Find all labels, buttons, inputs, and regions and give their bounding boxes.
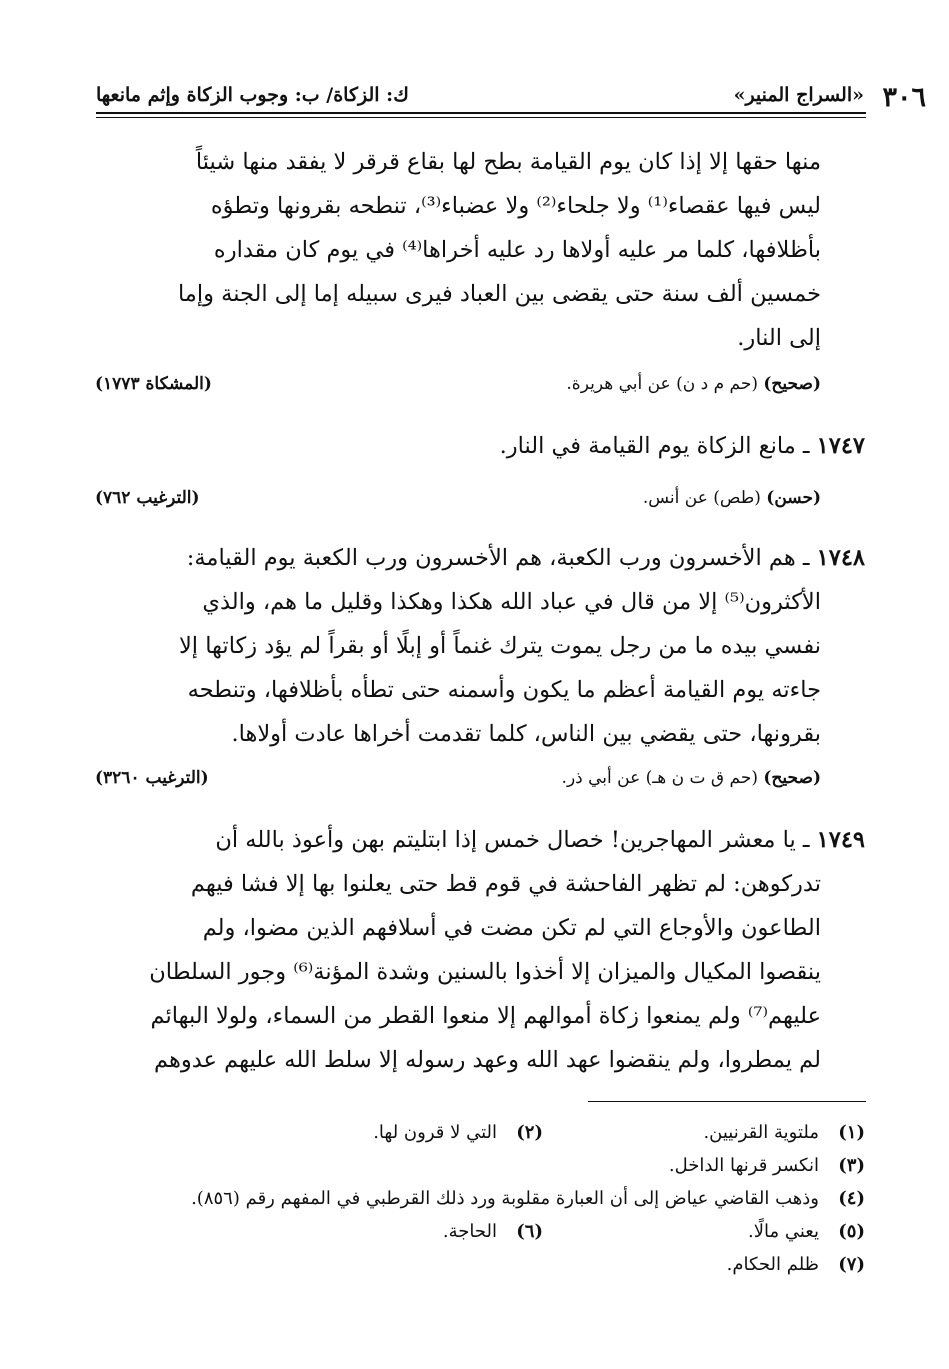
hadith-source-row (95, 488, 821, 518)
footnote-text: ظلم الحكام. (726, 1254, 819, 1275)
chapter-title: ك: الزكاة/ ب: وجوب الزكاة وإثم مانعها (96, 84, 409, 106)
text-line: خمسين ألف سنة حتى يقضى بين العباد فيرى سبيله إما إلى الجنة وإما (177, 281, 821, 307)
text-line (95, 424, 865, 468)
footnote (669, 1149, 865, 1182)
hadith-source: (حم م د ن) عن أبي هريرة. (566, 374, 758, 394)
hadith-source: (حم ق ت ن هـ) عن أبي ذر. (561, 768, 758, 788)
hadith-reference: (الترغيب ٣٢٦٠) (95, 768, 209, 788)
text-line (95, 818, 865, 862)
footnote-number: (٤) (838, 1188, 865, 1209)
page-number: ٣٠٦ (882, 82, 926, 113)
text-line-content: ـ يا معشر المهاجرين! خصال خمس إذا ابتليتم بهن وأعوذ بالله أن (215, 827, 810, 853)
text-line-content: ـ هم الأخسرون ورب الكعبة، هم الأخسرون ورب الكعبة يوم القيامة: (186, 545, 810, 571)
text-line: نفسي بيده ما من رجل يموت يترك غنماً أو إبلًا أو بقراً لم يؤد زكاتها إلا (178, 633, 821, 659)
footnote (443, 1215, 543, 1248)
continuation-paragraph (96, 140, 821, 360)
footnote-text: وذهب القاضي عياض إلى أن العبارة مقلوبة ورد ذلك القرطبي في المفهم رقم (٨٥٦). (191, 1188, 819, 1209)
hadith-grade-source (566, 374, 821, 394)
hadith-grade: (صحيح) (763, 768, 821, 788)
hadith-source-row (95, 768, 821, 798)
footnote-text: يعني مالًا. (748, 1221, 819, 1242)
hadith-reference: (الترغيب ٧٦٢) (95, 488, 200, 508)
footnote-number: (١) (838, 1122, 865, 1143)
header-rule-thin (96, 117, 866, 118)
hadith-grade: (صحيح) (763, 374, 821, 394)
footnote-text: التي لا قرون لها. (373, 1122, 497, 1143)
footnote-row (75, 1116, 865, 1149)
text-line: ينقصوا المكيال والميزان إلا أخذوا بالسنين وشدة المؤنة⁽⁶⁾ وجور السلطان (149, 959, 821, 985)
footnote (727, 1248, 865, 1281)
text-line (95, 536, 865, 580)
text-line: الأكثرون⁽⁵⁾ إلا من قال في عباد الله هكذا وهكذا وقليل ما هم، والذي (202, 589, 821, 615)
footnote-row (75, 1149, 865, 1182)
text-line-content: ـ مانع الزكاة يوم القيامة في النار. (499, 433, 810, 459)
text-line: لم يمطروا، ولم ينقضوا عهد الله وعهد رسوله إلا سلط الله عليهم عدوهم (154, 1047, 821, 1073)
page-header (96, 74, 926, 114)
text-line: عليهم⁽⁷⁾ ولم يمنعوا زكاة أموالهم إلا منعوا القطر من السماء، ولولا البهائم (150, 1003, 821, 1029)
footnote-number: (٧) (838, 1254, 865, 1275)
hadith-source: (طص) عن أنس. (642, 488, 761, 508)
footnote-number: (٢) (516, 1122, 543, 1143)
text-line: إلى النار. (737, 325, 821, 351)
text-line: بقرونها، حتى يقضي بين الناس، كلما تقدمت أخراها عادت أولاها. (231, 721, 821, 747)
footnote-number: (٥) (838, 1221, 865, 1242)
footnotes (75, 1116, 865, 1281)
footnote (748, 1215, 865, 1248)
footnote-rule (588, 1101, 866, 1102)
hadith-reference: (المشكاة ١٧٧٣) (95, 374, 212, 394)
text-line: ليس فيها عقصاء⁽¹⁾ ولا جلحاء⁽²⁾ ولا عضباء⁽³⁾، تنطحه بقرونها وتطؤه (210, 193, 821, 219)
hadith-number: ١٧٤٩ (816, 827, 865, 853)
hadith-number: ١٧٤٨ (816, 545, 865, 571)
hadith-entry-1749 (95, 818, 865, 1082)
footnote-text: انكسر قرنها الداخل. (668, 1155, 819, 1176)
footnote (191, 1182, 865, 1215)
book-title: «السراج المنير» (733, 84, 864, 106)
footnote-number: (٣) (838, 1155, 865, 1176)
text-line: تدركوهن: لم تظهر الفاحشة في قوم قط حتى يعلنوا بها إلا فشا فيهم (190, 871, 821, 897)
footnote-row (75, 1215, 865, 1248)
footnote-row (75, 1248, 865, 1281)
text-line: بأظلافها، كلما مر عليه أولاها رد عليه أخراها⁽⁴⁾ في يوم كان مقداره (213, 237, 821, 263)
hadith-number: ١٧٤٧ (816, 433, 865, 459)
hadith-grade: (حسن) (766, 488, 821, 508)
footnote-text: ملتوية القرنيين. (703, 1122, 819, 1143)
hadith-entry-1748 (95, 536, 865, 756)
footnote-row (75, 1182, 865, 1215)
hadith-grade-source (562, 768, 821, 788)
header-rule (96, 112, 866, 114)
text-line: منها حقها إلا إذا كان يوم القيامة بطح لها بقاع قرقر لا يفقد منها شيئاً (195, 149, 821, 175)
text-line: جاءته يوم القيامة أعظم ما يكون وأسمنه حتى تطأه بأظلافها، وتنطحه (187, 677, 821, 703)
footnote (703, 1116, 865, 1149)
footnote-number: (٦) (516, 1221, 543, 1242)
footnote-text: الحاجة. (442, 1221, 497, 1242)
hadith-source-row (95, 374, 821, 404)
footnote (373, 1116, 543, 1149)
text-line: الطاعون والأوجاع التي لم تكن مضت في أسلافهم الذين مضوا، ولم (202, 915, 821, 941)
hadith-entry-1747 (95, 424, 865, 468)
hadith-grade-source (643, 488, 821, 508)
